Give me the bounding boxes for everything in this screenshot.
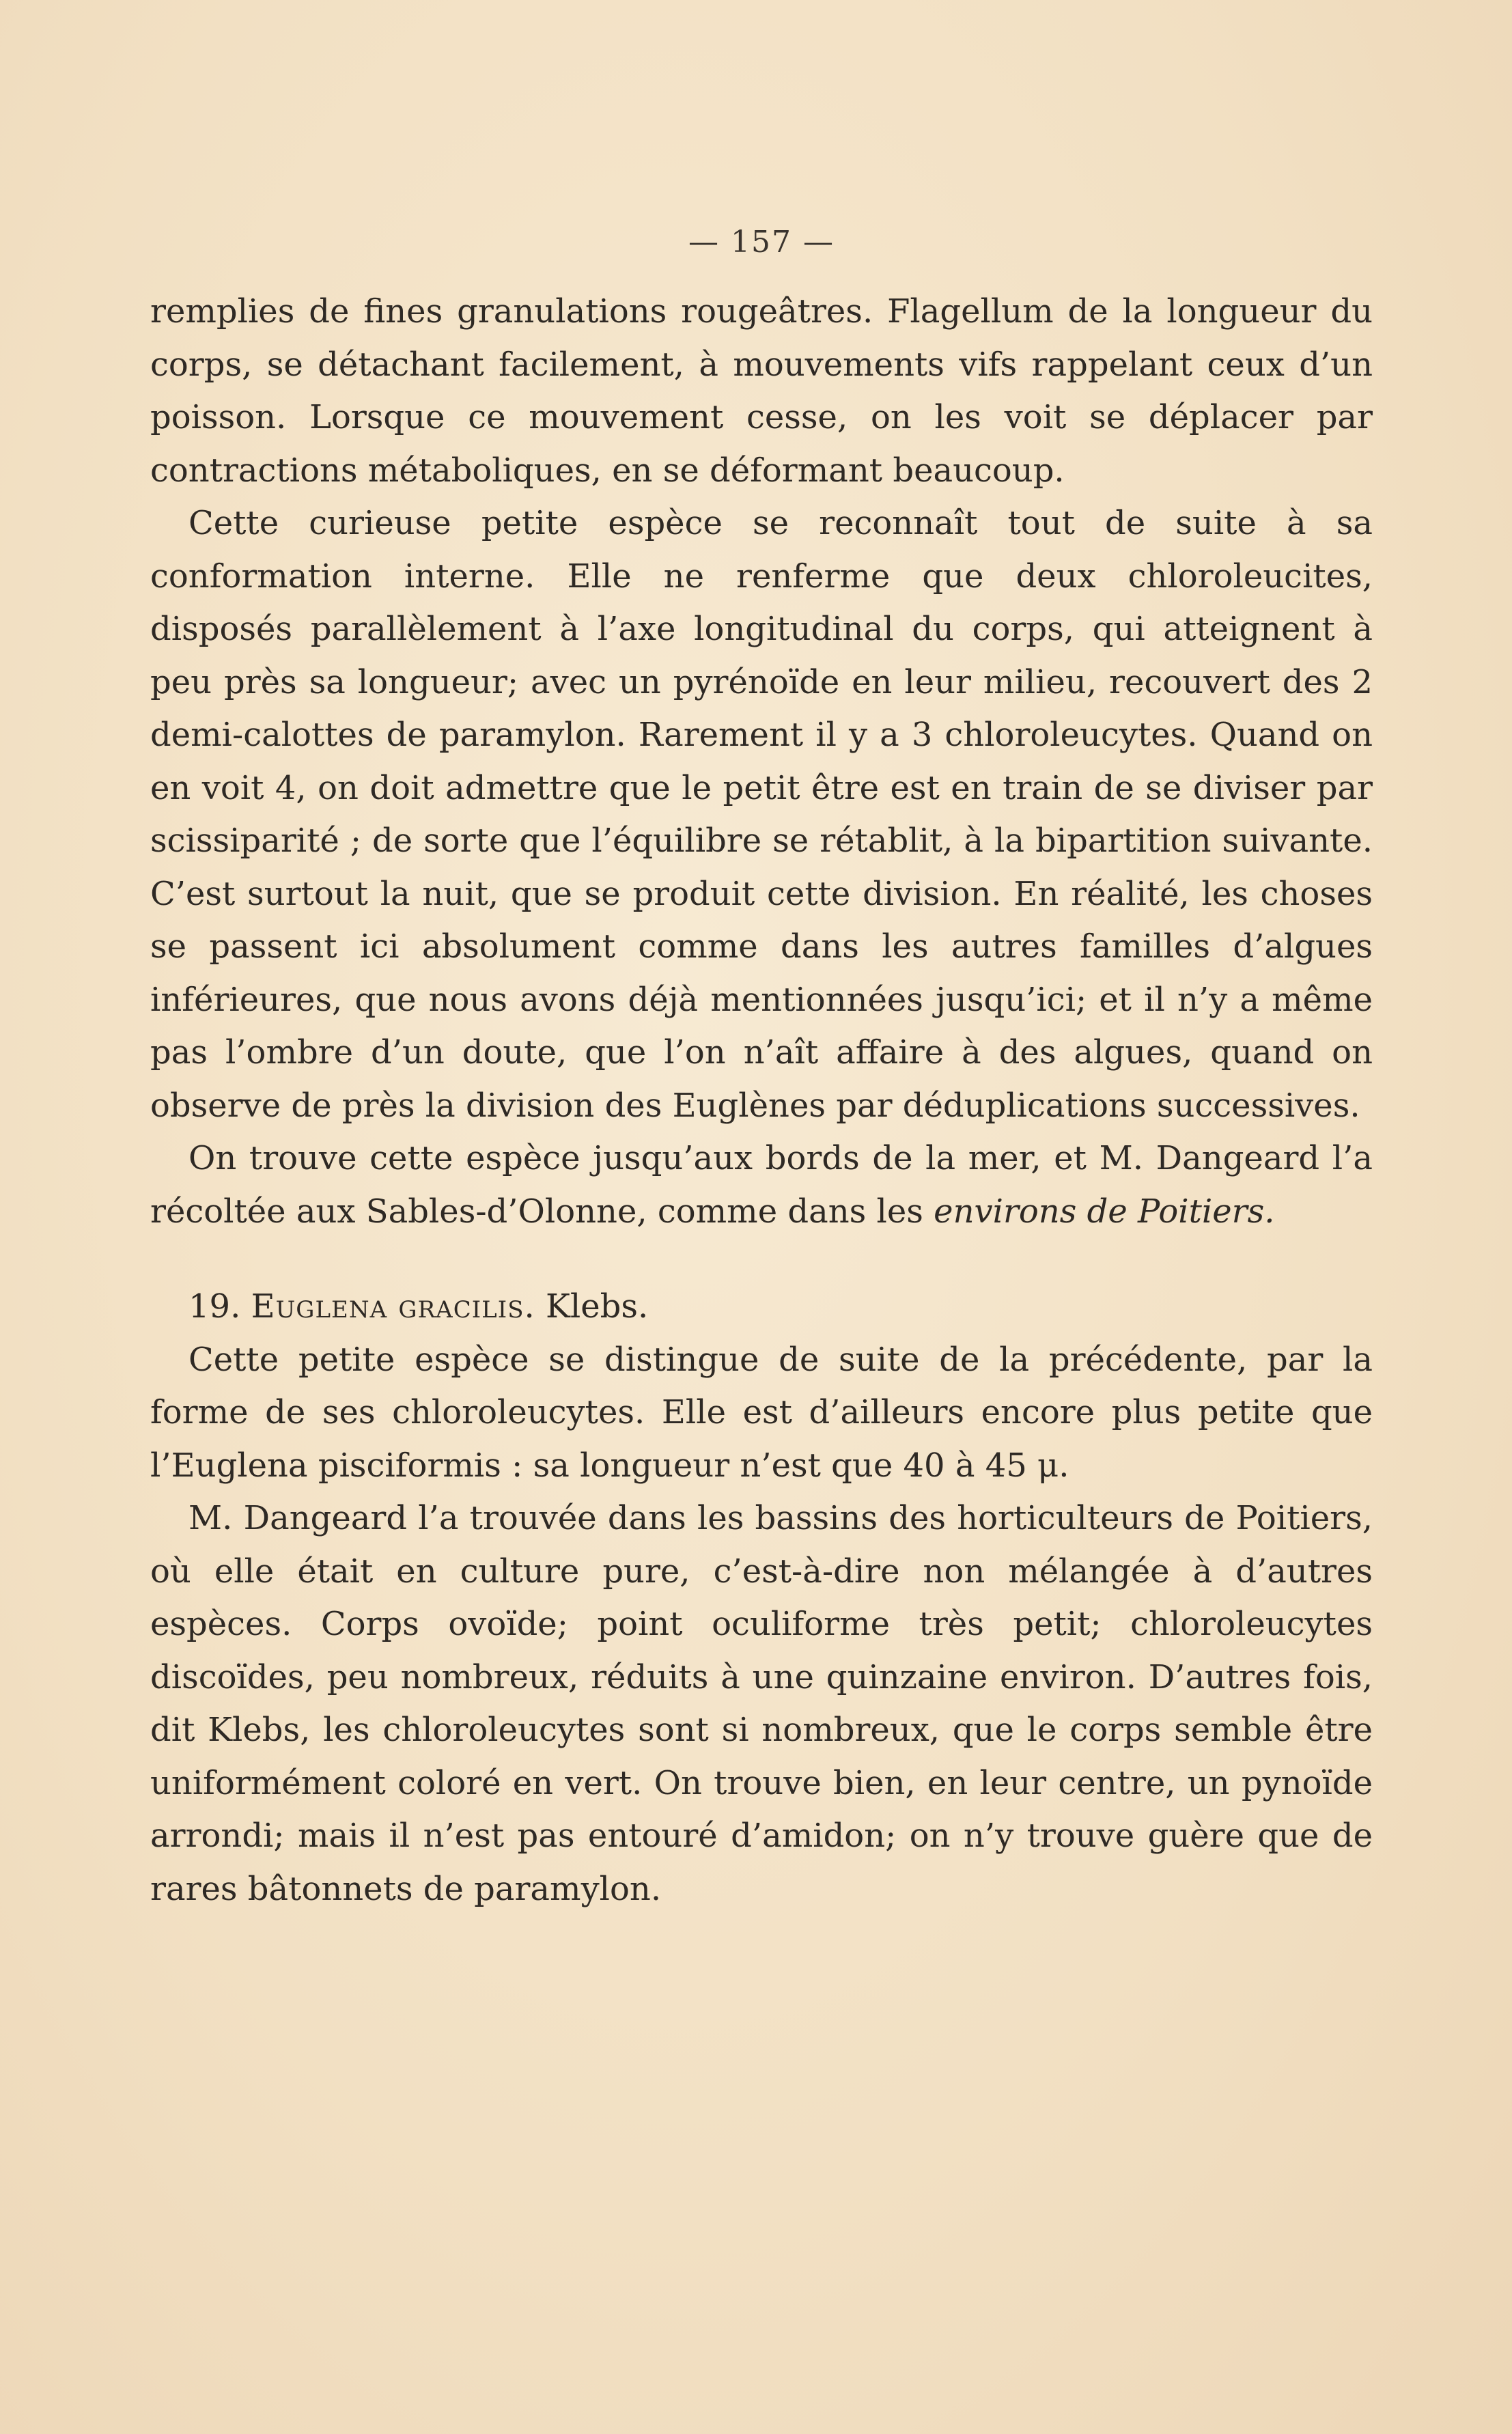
paragraph-continued: remplies de fines granulations rougeâtres. Flagellum de la longueur du corps, se détachant facilement, à mouvements vifs rappelant ceux d’un poisson. Lorsque ce mouvement cesse, on les voit se déplacer par contractions métaboliques, en se déformant beaucoup. (150, 292, 1373, 490)
paragraph-habitat (150, 1132, 1373, 1238)
page-body (150, 219, 1373, 1916)
section-heading (188, 1281, 1373, 1334)
paragraph-description: Cette petite espèce se distingue de suite de la précédente, par la forme de ses chloroleucytes. Elle est d’ailleurs encore plus petite que l’Euglena pisciformis : sa longueur n’est que 40 à 45 μ. (150, 1340, 1373, 1485)
paragraph-dangeard: M. Dangeard l’a trouvée dans les bassins des horticulteurs de Poitiers, où elle était en culture pure, c’est-à-dire non mélangée à d’autres espèces. Corps ovoïde; point oculiforme très petit; chloroleucytes discoïdes, peu nombreux, réduits à une quinzaine environ. D’autres fois, dit Klebs, les chloroleucytes sont si nombreux, que le corps semble être uniformément coloré en vert. On trouve bien, en leur centre, un pynoïde arrondi; mais il n’est pas entouré d’amidon; on n’y trouve guère que de rares bâtonnets de paramylon. (150, 1499, 1373, 1908)
paragraph-conformation: Cette curieuse petite espèce se reconnaît tout de suite à sa conformation interne. Elle ne renferme que deux chloroleucites, disposés parallèlement à l’axe longitudinal du corps, qui atteignent à peu près sa longueur; avec un pyrénoïde en leur milieu, recouvert des 2 demi-calottes de paramylon. Rarement il y a 3 chloroleucytes. Quand on en voit 4, on doit admettre que le petit être est en train de se diviser par scissiparité ; de sorte que l’équilibre se rétablit, à la bipartition suivante. C’est surtout la nuit, que se produit cette division. En réalité, les choses se passent ici absolument comme dans les autres familles d’algues inférieures, que nous avons déjà mentionnées jusqu’ici; et il n’y a même pas l’ombre d’un doute, que l’on n’aît affaire à des algues, quand on observe de près la division des Euglènes par déduplications successives. (150, 504, 1373, 1125)
page-number: — 157 — (688, 225, 835, 260)
section-number: 19. (188, 1287, 241, 1326)
habitat-text: On trouve cette espèce jusqu’aux bords de la mer, et M. Dangeard l’a récoltée aux Sables-d’Olonne, comme dans les (150, 1139, 1373, 1231)
species-author: Klebs. (546, 1287, 649, 1326)
species-name: Euglena gracilis. (251, 1287, 535, 1326)
habitat-italic: environs de Poitiers. (934, 1192, 1275, 1231)
